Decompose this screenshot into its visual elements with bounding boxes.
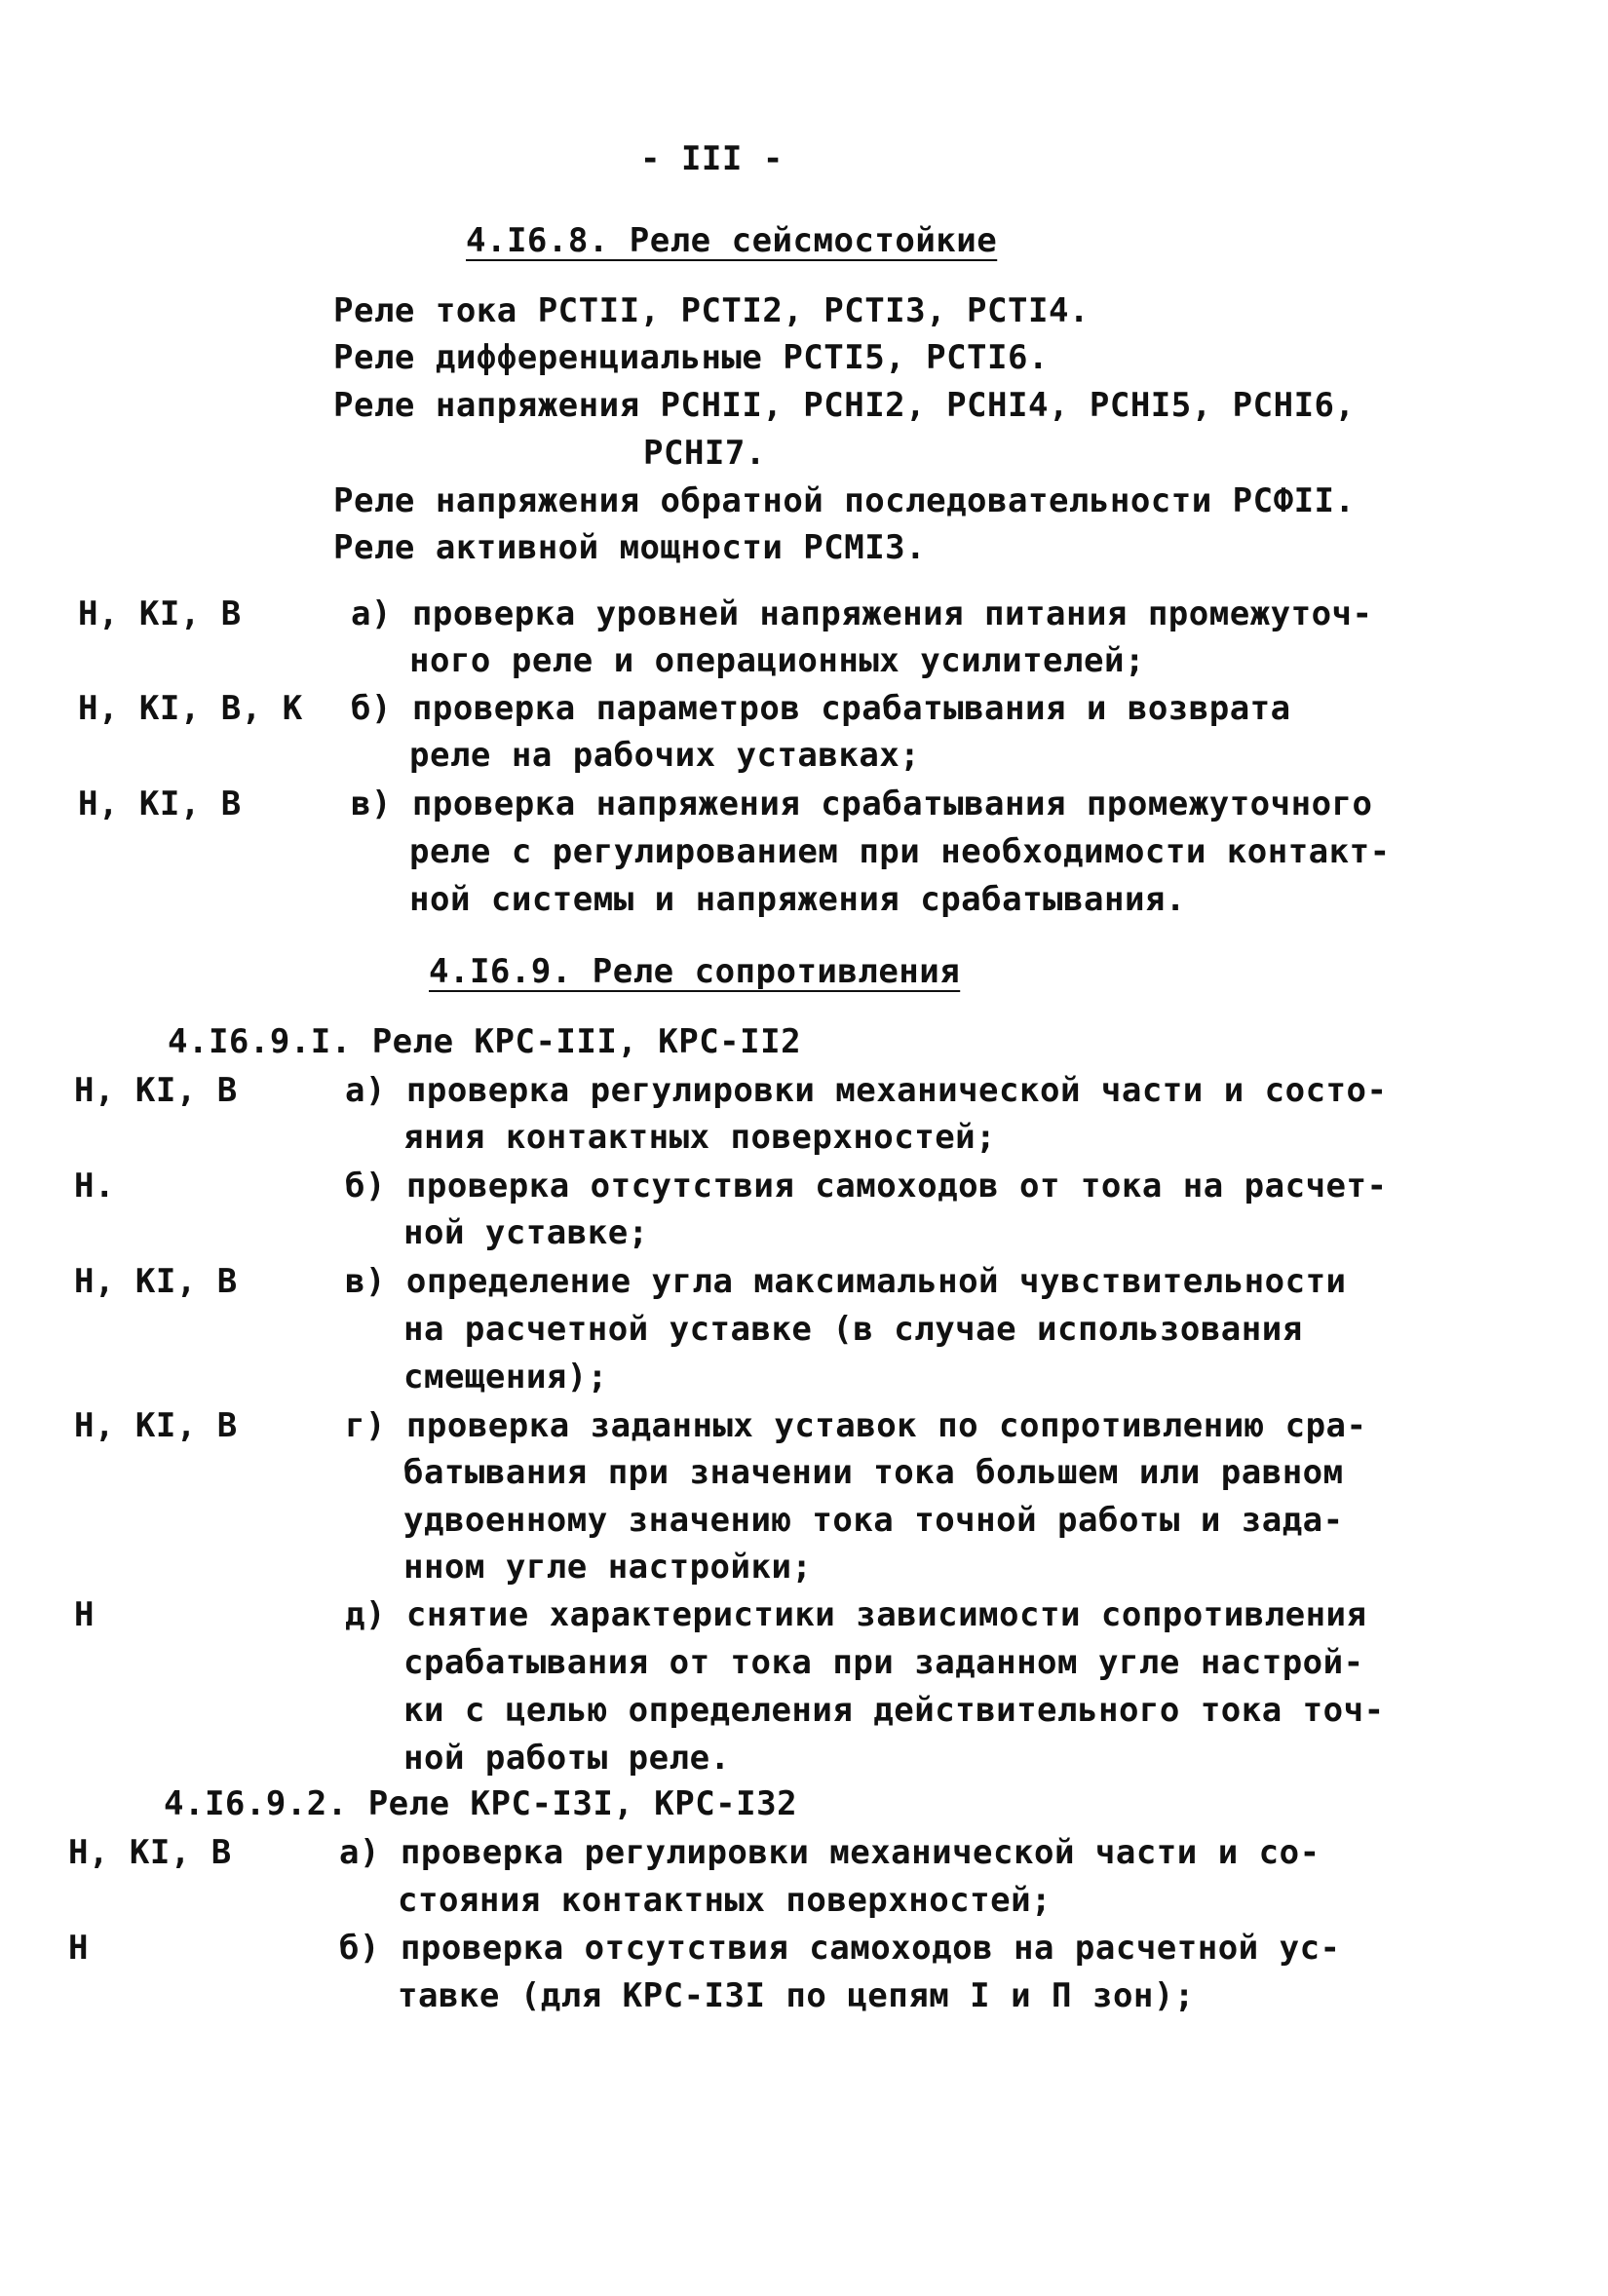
list-item-line: ной работы реле. xyxy=(403,1739,731,1778)
intro-line: РСНI7. xyxy=(643,434,766,473)
check-code: Н, КI, В, К xyxy=(78,689,303,728)
list-item-line: в) определение угла максимальной чувствительности xyxy=(345,1262,1347,1301)
section-heading-4-16-9: 4.I6.9. Реле сопротивления xyxy=(429,952,961,991)
list-item-line: реле на рабочих уставках; xyxy=(409,736,921,775)
list-item-line: тавке (для КРС-I3I по цепям I и П зон); xyxy=(398,1976,1195,2015)
list-item-line: яния контактных поверхностей; xyxy=(403,1118,997,1157)
check-code: Н xyxy=(74,1595,95,1634)
list-item-line: нном угле настройки; xyxy=(403,1548,813,1587)
check-code: Н, КI, В xyxy=(74,1071,238,1110)
list-item-line: б) проверка отсутствия самоходов от тока на расчет- xyxy=(345,1167,1388,1205)
check-code: Н. xyxy=(74,1167,115,1205)
list-item-line: в) проверка напряжения срабатывания промежуточного xyxy=(351,784,1373,823)
page-number: - III - xyxy=(640,139,784,178)
check-code: Н, КI, В xyxy=(78,784,242,823)
list-item-line: удвоенному значению тока точной работы и зада- xyxy=(403,1501,1344,1540)
list-item-line: на расчетной уставке (в случае использования xyxy=(403,1310,1303,1349)
intro-line: Реле дифференциальные РСТI5, РСТI6. xyxy=(333,338,1049,377)
list-item-line: а) проверка регулировки механической части и со- xyxy=(339,1833,1321,1872)
check-code: Н, КI, В xyxy=(68,1833,232,1872)
intro-line: Реле напряжения РСНII, РСНI2, РСНI4, РСНI5, РСНI6, xyxy=(333,386,1356,425)
list-item-line: батывания при значении тока большем или равном xyxy=(403,1453,1344,1492)
subsection-heading-4-16-9-1: 4.I6.9.I. Реле КРС-III, КРС-II2 xyxy=(168,1022,802,1061)
list-item-line: срабатывания от тока при заданном угле настрой- xyxy=(403,1643,1364,1682)
list-item-line: д) снятие характеристики зависимости сопротивления xyxy=(345,1595,1367,1634)
check-code: Н, КI, В xyxy=(74,1406,238,1445)
list-item-line: ки с целью определения действительного тока точ- xyxy=(403,1691,1385,1730)
check-code: Н xyxy=(68,1929,89,1968)
check-code: Н, КI, В xyxy=(74,1262,238,1301)
intro-line: Реле напряжения обратной последовательности РСФII. xyxy=(333,481,1356,520)
list-item-line: а) проверка регулировки механической части и состо- xyxy=(345,1071,1388,1110)
list-item-line: а) проверка уровней напряжения питания промежуточ- xyxy=(351,594,1373,633)
list-item-line: ной системы и напряжения срабатывания. xyxy=(409,880,1186,919)
list-item-line: смещения); xyxy=(403,1358,608,1397)
list-item-line: б) проверка отсутствия самоходов на расчетной ус- xyxy=(339,1929,1341,1968)
section-heading-4-16-8: 4.I6.8. Реле сейсмостойкие xyxy=(466,221,998,260)
list-item-line: ной уставке; xyxy=(403,1213,649,1252)
list-item-line: ного реле и операционных усилителей; xyxy=(409,641,1145,680)
list-item-line: г) проверка заданных уставок по сопротивлению сра- xyxy=(345,1406,1367,1445)
list-item-line: реле с регулированием при необходимости контакт- xyxy=(409,832,1391,871)
check-code: Н, КI, В xyxy=(78,594,242,633)
list-item-line: б) проверка параметров срабатывания и возврата xyxy=(351,689,1291,728)
subsection-heading-4-16-9-2: 4.I6.9.2. Реле КРС-I3I, КРС-I32 xyxy=(164,1784,798,1823)
intro-line: Реле активной мощности РСМI3. xyxy=(333,528,927,567)
list-item-line: стояния контактных поверхностей; xyxy=(398,1881,1053,1920)
intro-line: Реле тока РСТII, РСТI2, РСТI3, РСТI4. xyxy=(333,291,1090,330)
